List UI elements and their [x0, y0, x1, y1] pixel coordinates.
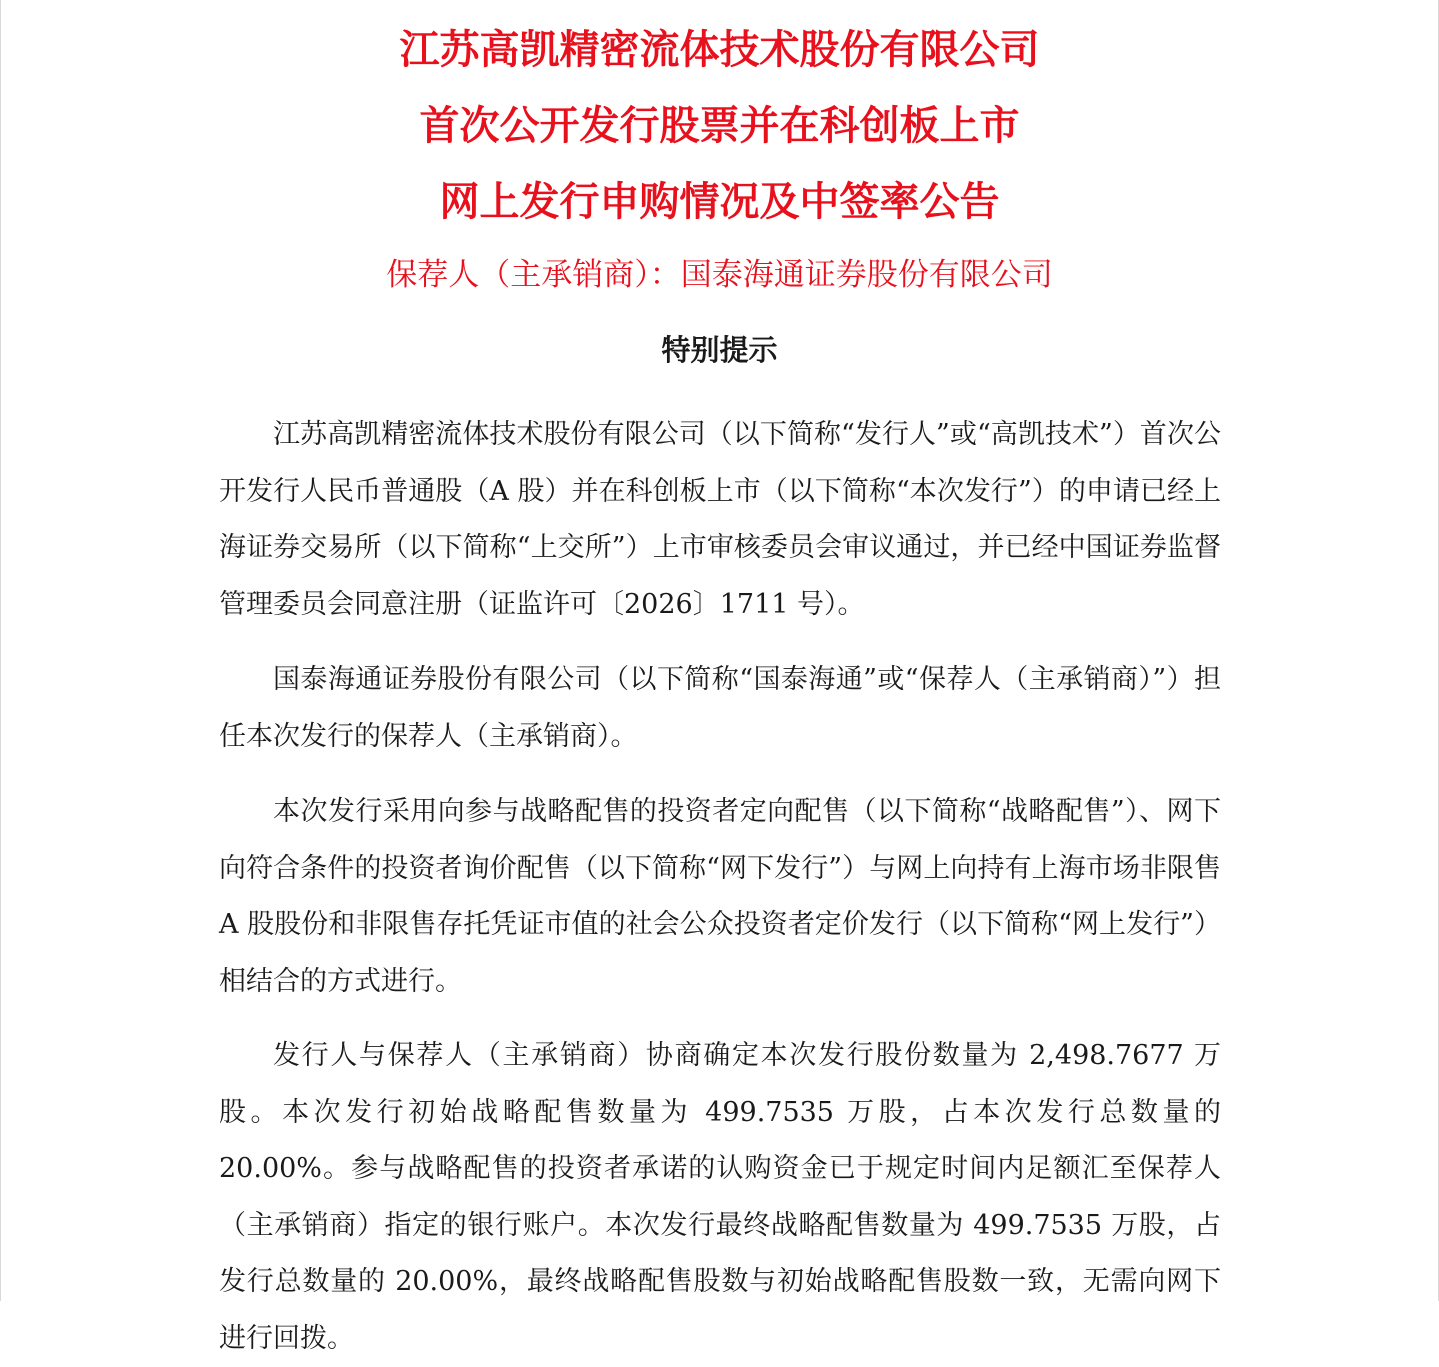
paragraph-share-allocation: 发行人与保荐人（主承销商）协商确定本次发行股份数量为 2,498.7677 万股。本次发行初始战略配售数量为 499.7535 万股，占本次发行总数量的 20.00%。参与战略配售的投资者承诺的认购资金已于规定时间内足额汇至保荐人（主承销商）指定的银行账户。本次发行最终战略配售数量为 499.7535 万股，占发行总数量的 20.00%，最终战略配售股数与初始战略配售股数一致，无需向网下进行回拨。: [219, 1040, 1221, 1354]
title-line-announcement: 网上发行申购情况及中签率公告: [439, 178, 1000, 225]
paragraph-issuer-approval: 江苏高凯精密流体技术股份有限公司（以下简称“发行人”或“高凯技术”）首次公开发行人民币普通股（A 股）并在科创板上市（以下简称“本次发行”）的申请已经上海证券交易所（以下简称“上交所”）上市审核委员会审议通过，并已经中国证券监督管理委员会同意注册（证监许可〔2026〕1711 号）。: [219, 419, 1221, 620]
paragraph-sponsor: 国泰海通证券股份有限公司（以下简称“国泰海通”或“保荐人（主承销商）”）担任本次发行的保荐人（主承销商）。: [219, 664, 1221, 752]
title-line-offering: 首次公开发行股票并在科创板上市: [419, 102, 1020, 149]
notice-heading: 特别提示: [661, 333, 778, 367]
title-line-company: 江苏高凯精密流体技术股份有限公司: [399, 26, 1040, 73]
paragraph-issuance-method: 本次发行采用向参与战略配售的投资者定向配售（以下简称“战略配售”）、网下向符合条件的投资者询价配售（以下简称“网下发行”）与网上向持有上海市场非限售 A 股股份和非限售存托凭证市值的社会公众投资者定价发行（以下简称“网上发行”）相结合的方式进行。: [219, 796, 1221, 997]
sponsor-line: 保荐人（主承销商）：国泰海通证券股份有限公司: [386, 257, 1053, 293]
